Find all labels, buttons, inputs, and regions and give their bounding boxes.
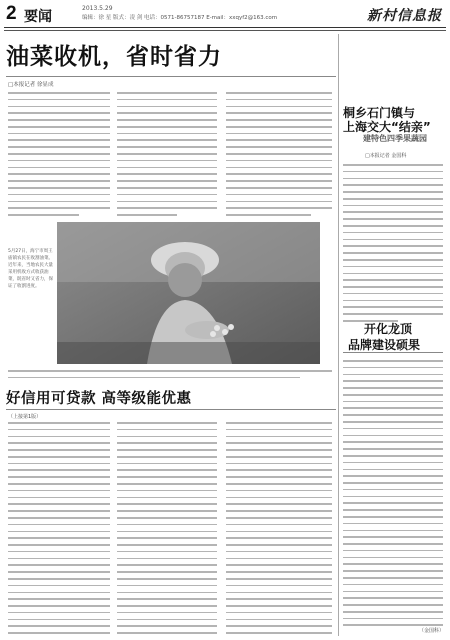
masthead-rule-thin [4, 30, 446, 31]
newspaper-logo: 新村信息报 [367, 8, 442, 24]
photo-caption: 5月27日，海宁市周王庙镇农民在收割油菜。近年来，当地农民大量采用机收方式收获油菜，既省时又省力，保证了收割进度。 [8, 249, 53, 289]
lead-body-col3 [226, 92, 332, 221]
story2-rule [343, 352, 443, 353]
column-divider [338, 34, 339, 636]
page-number: 2 [6, 3, 17, 24]
story1-body [343, 164, 443, 327]
second-headline: 好信用可贷款 高等级能优惠 [6, 391, 192, 407]
second-headline-rule [6, 409, 336, 410]
masthead [0, 0, 450, 34]
masthead-rule [4, 27, 446, 28]
headline-rule [6, 76, 336, 77]
story1-headline-line1: 桐乡石门镇与 [343, 106, 416, 120]
lead-body-col2 [117, 92, 217, 221]
story1-headline-line2: 上海交大“结亲” [343, 120, 431, 134]
lead-body-lower [8, 370, 332, 384]
farmer-photo [57, 222, 320, 364]
lead-headline: 油菜收机，省时省力 [6, 44, 222, 70]
second-lead: （上接第1版） [8, 414, 42, 420]
story2-headline-line1: 开化龙顶 [364, 322, 413, 336]
second-body-col1 [8, 422, 110, 639]
story2-headline-line2: 品牌建设硕果 [348, 338, 421, 352]
staff-line: 编辑：徐 星 版式：凌 剑 电话：0571-86757187 E-mail：xxqyf2@163.com [82, 15, 278, 21]
story1-subhead: 建特色四季果蔬园 [363, 134, 427, 143]
story2-footer: （金国科） [418, 628, 444, 634]
second-body-col2 [117, 422, 217, 639]
story2-body [343, 360, 443, 631]
story1-byline: □本报记者 金国科 [365, 153, 407, 159]
issue-date: 2013.5.29 [82, 5, 113, 12]
section-title: 要闻 [24, 9, 52, 25]
farmer-photo-image [57, 222, 320, 364]
second-body-col3 [226, 422, 332, 639]
lead-byline: □本报记者 徐显成 [8, 82, 54, 88]
lead-body-col1 [8, 92, 110, 221]
